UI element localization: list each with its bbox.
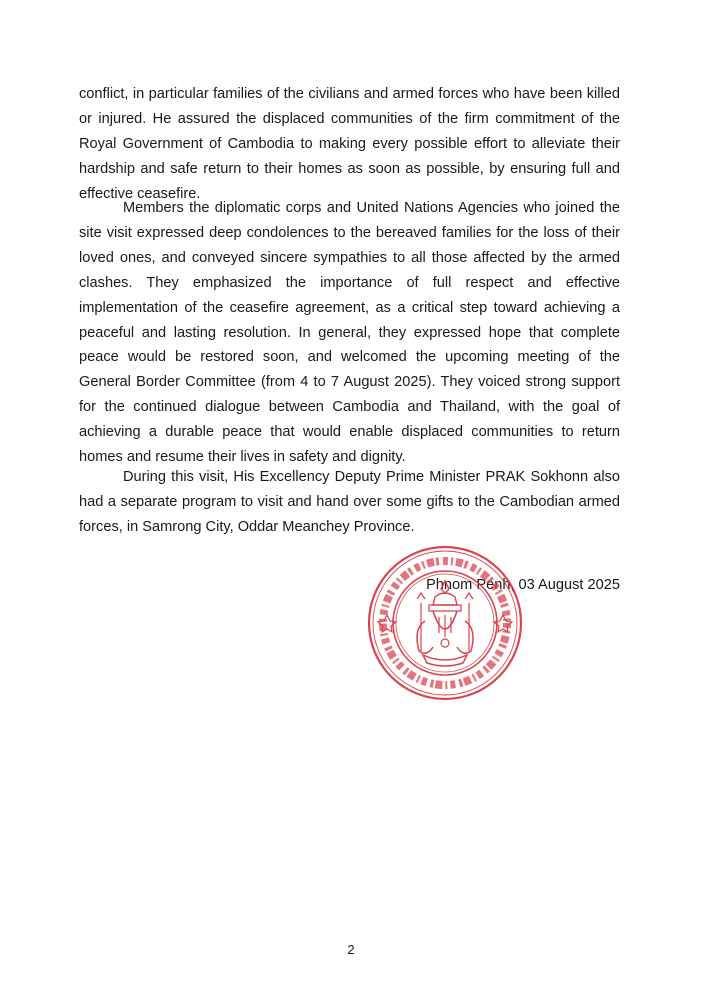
royal-seal-icon <box>365 543 525 703</box>
paragraph-diplomatic-corps: Members the diplomatic corps and United Nations Agencies who joined the site visit expressed deep condolences to the bereaved families for the loss of their loved ones, and conveyed sincere sympathies to all those affected by the armed clashes. They emphasized the importance of full respect and effective implementation of the ceasefire agreement, as a critical step toward achieving a peaceful and lasting resolution. In general, they expressed hope that complete peace would be restored soon, and welcomed the upcoming meeting of the General Border Committee (from 4 to 7 August 2025). They voiced strong support for the continued dialogue between Cambodia and Thailand, with the goal of achieving a durable peace that would enable displaced communities to return homes and resume their lives in safety and dignity. <box>79 200 620 466</box>
paragraph-visit: During this visit, His Excellency Deputy Prime Minister PRAK Sokhonn also had a separate program to visit and hand over some gifts to the Cambodian armed forces, in Samrong City, Oddar Meanchey Province. <box>79 469 620 535</box>
page-number: 2 <box>347 942 355 957</box>
place-and-date: Phnom Penh, 03 August 2025 <box>426 577 620 593</box>
paragraph-conflict: conflict, in particular families of the civilians and armed forces who have been killed or injured. He assured the displaced communities of the firm commitment of the Royal Government of Cambodia to making every possible effort to alleviate their hardship and safe return to their homes as soon as possible, by ensuring full and effective ceasefire. <box>79 86 620 202</box>
